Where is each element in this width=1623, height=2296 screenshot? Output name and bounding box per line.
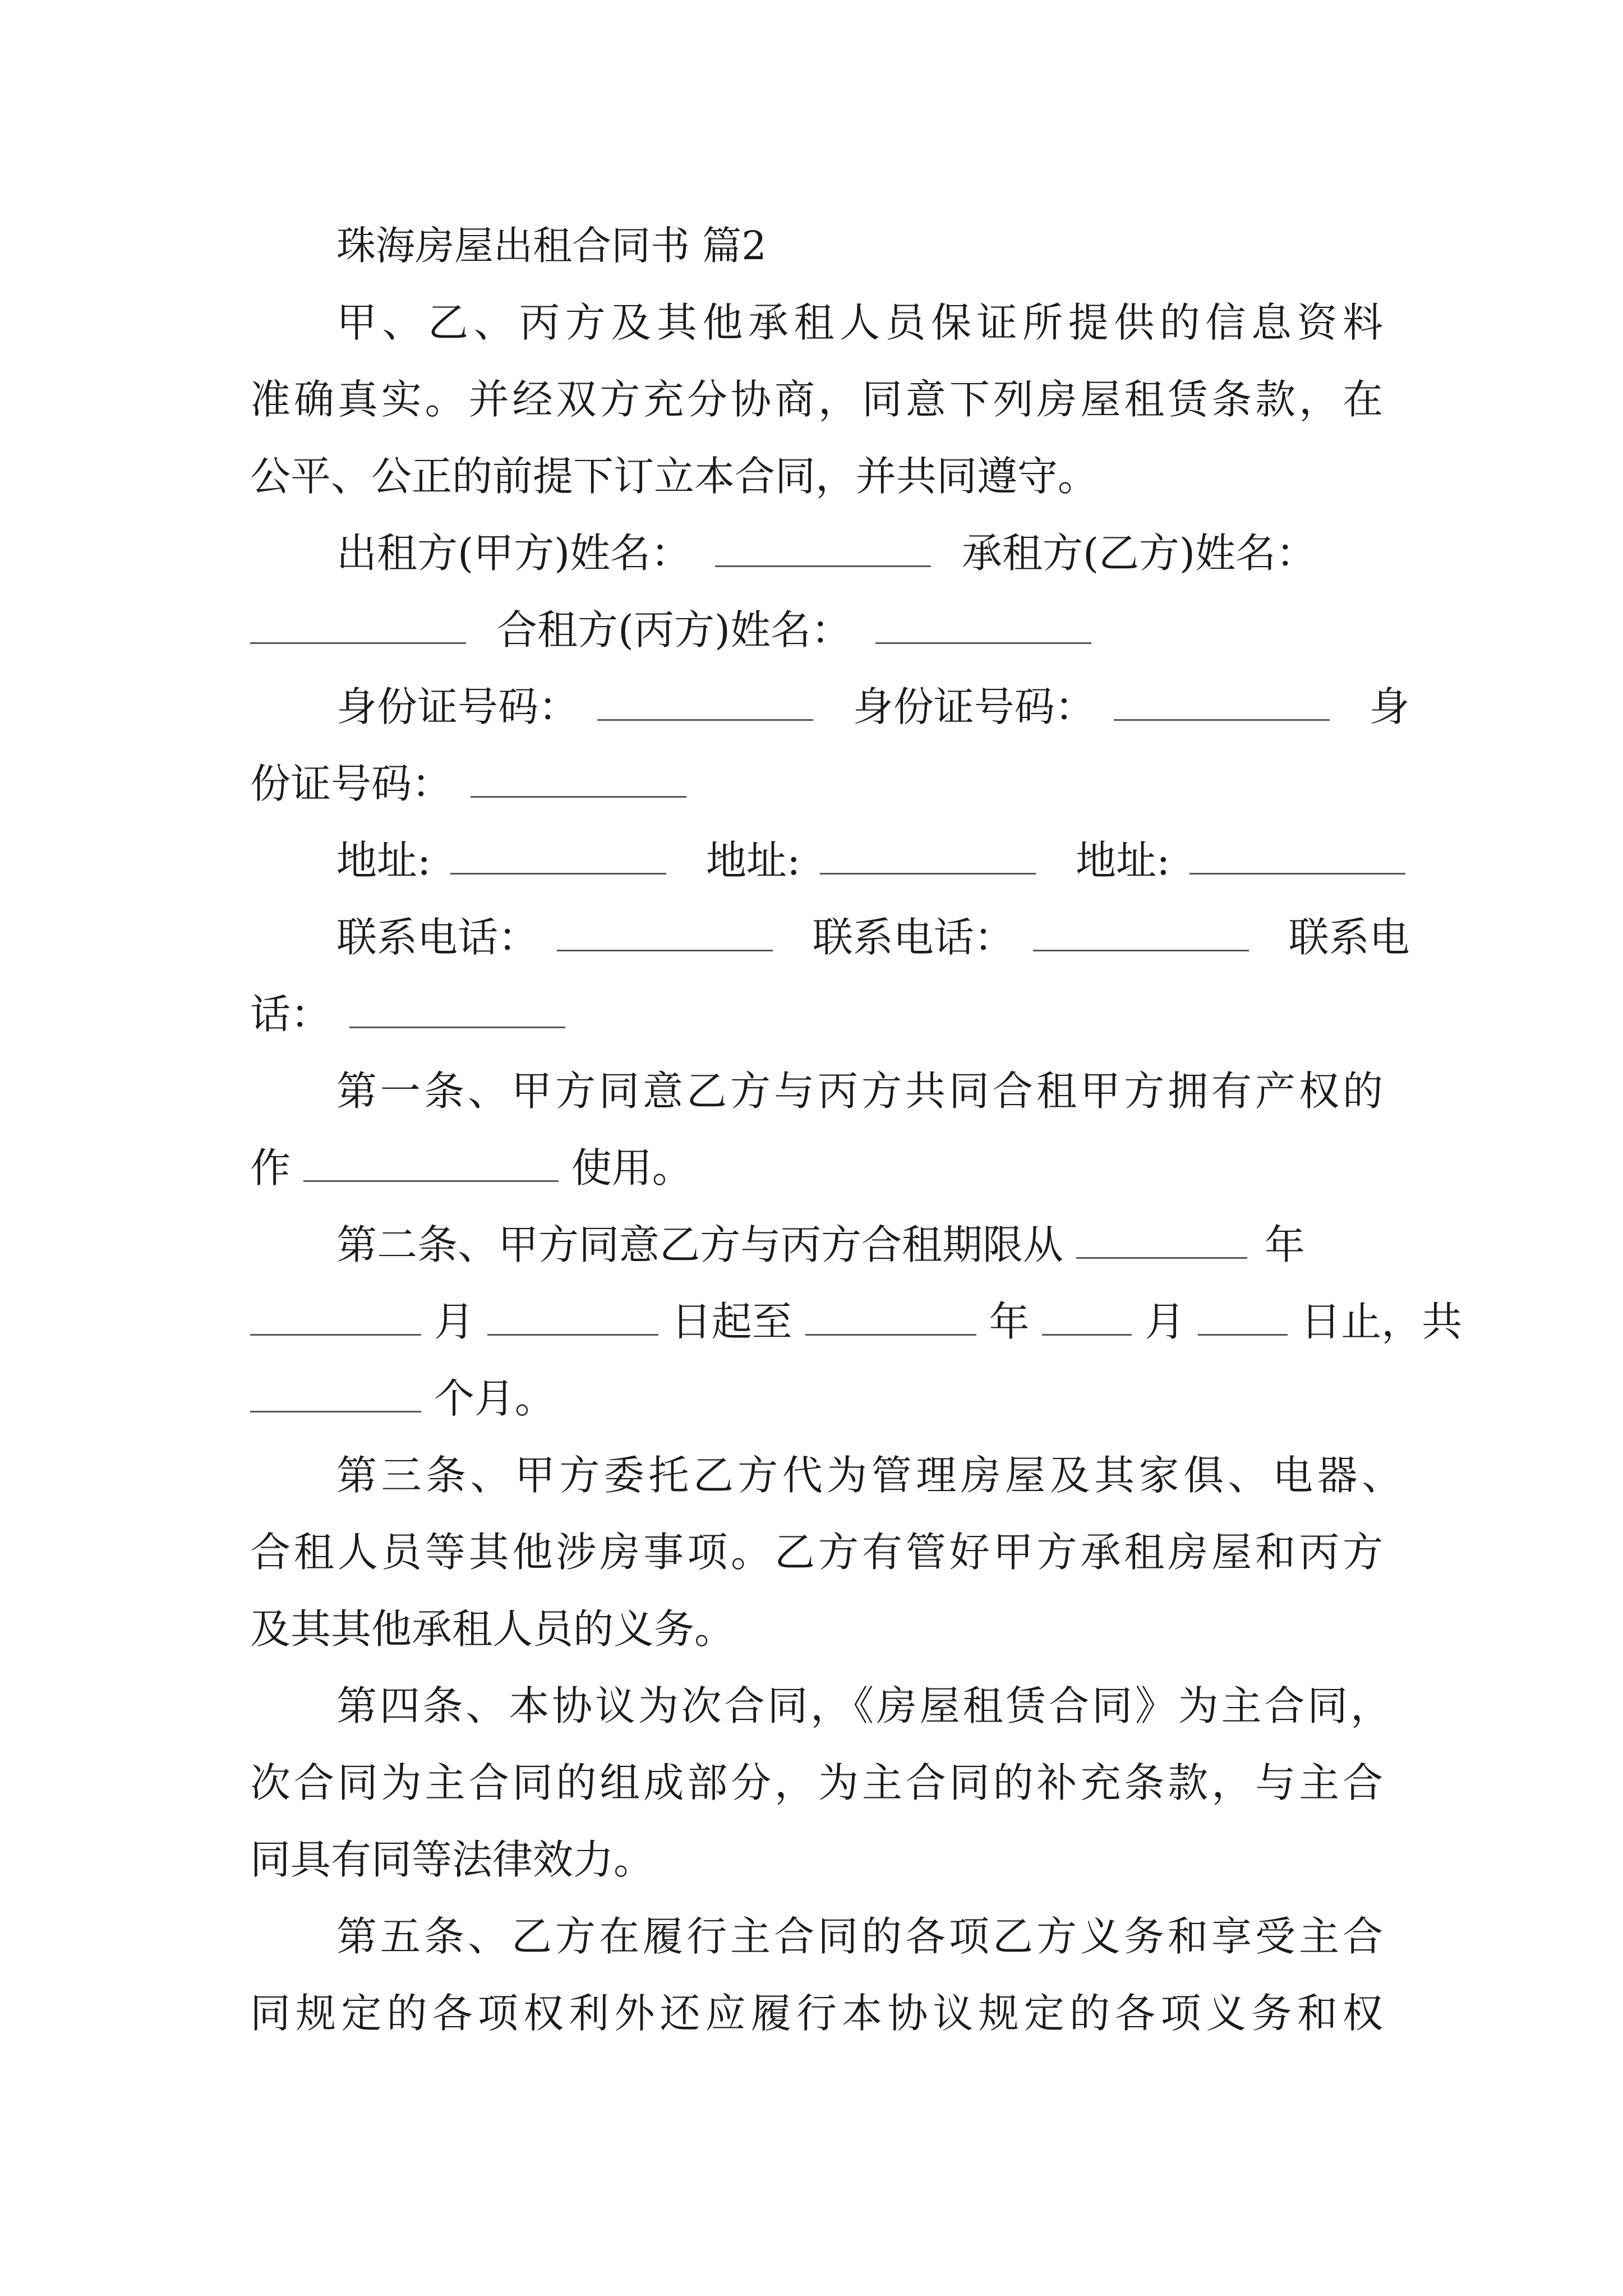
article-1-use-blank[interactable] [303,1145,559,1182]
lessor-name-label: 出租方(甲方)姓名： [336,530,691,577]
intro-line-1: 甲、乙、丙方及其他承租人员保证所提供的信息资料 [336,299,1383,346]
intro-line-3: 公平、公正的前提下订立本合同，并共同遵守。 [250,453,1099,500]
cotenant-address-blank[interactable] [1189,838,1405,875]
lessee-address-label: 地址: [706,837,801,884]
address-row [336,832,1383,889]
lessee-address-blank[interactable] [820,838,1036,875]
document-title: 珠海房屋出租合同书 篇2 [336,223,767,269]
end-day-unit: 日止，共 [1301,1298,1463,1345]
phone-row-1 [336,909,1410,965]
article-4-line-2: 次合同为主合同的组成部分，为主合同的补充条款，与主合 [250,1759,1383,1806]
total-months-unit: 个月。 [434,1375,555,1422]
cotenant-address-label: 地址: [1076,837,1170,884]
cotenant-name-blank[interactable] [875,608,1091,644]
start-day-blank[interactable] [487,1299,658,1336]
cotenant-id-blank[interactable] [471,761,686,798]
start-day-unit: 日起至 [671,1298,792,1345]
article-2-line-1 [336,1217,1383,1273]
article-2-line-3 [250,1370,1383,1427]
article-4-line-3: 同具有同等法律效力。 [250,1836,654,1883]
article-1-line-1: 第一条、甲方同意乙方与丙方共同合租甲方拥有产权的 [336,1068,1383,1115]
article-3-line-1: 第三条、甲方委托乙方代为管理房屋及其家俱、电器、 [336,1452,1402,1499]
article-1-suffix: 使用。 [571,1144,693,1191]
article-5-line-2: 同规定的各项权利外还应履行本协议规定的各项义务和权 [250,1990,1383,2037]
end-year-unit: 年 [989,1298,1030,1345]
intro-line-2: 准确真实。并经双方充分协商，同意下列房屋租赁条款，在 [250,376,1383,423]
lessor-id-label: 身份证号码： [336,683,579,730]
lessor-phone-blank[interactable] [557,915,773,951]
start-year-blank[interactable] [1076,1222,1247,1259]
lessee-phone-label: 联系电话： [812,914,1015,961]
cotenant-id-label-tail: 份证号码： [250,760,453,807]
lessor-phone-label: 联系电话： [336,914,539,961]
article-1-line-2 [250,1140,1383,1196]
names-row-1 [336,525,1383,581]
cotenant-phone-blank[interactable] [349,992,565,1028]
phone-row-2 [250,986,1383,1042]
lessor-address-blank[interactable] [450,838,666,875]
names-row-2 [250,602,1383,658]
lessee-name-label: 承租方(乙方)姓名： [961,530,1317,577]
lessee-name-blank[interactable] [250,608,466,644]
start-month-blank[interactable] [250,1299,421,1336]
lessor-address-label: 地址: [336,837,431,884]
article-3-line-3: 及其其他承租人员的义务。 [250,1605,735,1653]
end-day-blank[interactable] [1198,1299,1288,1336]
end-month-blank[interactable] [1042,1299,1132,1336]
start-month-unit: 月 [434,1298,474,1345]
id-row-1 [336,679,1410,735]
cotenant-phone-label-tail: 话： [250,991,331,1038]
lessor-name-blank[interactable] [715,531,931,567]
total-months-blank[interactable] [250,1376,421,1412]
article-2-line-2 [250,1294,1463,1350]
end-year-blank[interactable] [805,1299,976,1336]
end-month-unit: 月 [1145,1298,1186,1345]
id-row-2 [250,756,1383,812]
cotenant-id-label-head: 身 [1369,683,1410,730]
lessee-id-label: 身份证号码： [852,683,1095,730]
article-3-line-2: 合租人员等其他涉房事项。乙方有管好甲方承租房屋和丙方 [250,1529,1383,1576]
start-year-unit: 年 [1264,1221,1305,1268]
article-5-line-1: 第五条、乙方在履行主合同的各项乙方义务和享受主合 [336,1913,1383,1960]
article-1-prefix: 作 [250,1144,291,1191]
lessee-phone-blank[interactable] [1033,915,1249,951]
article-2-prefix: 第二条、甲方同意乙方与丙方合租期限从 [336,1221,1064,1268]
lessee-id-blank[interactable] [1114,684,1330,721]
article-4-line-1: 第四条、本协议为次合同，《房屋租赁合同》为主合同， [336,1682,1391,1729]
lessor-id-blank[interactable] [597,684,813,721]
cotenant-name-label: 合租方(丙方)姓名： [496,606,852,654]
cotenant-phone-label-head: 联系电 [1288,914,1410,961]
